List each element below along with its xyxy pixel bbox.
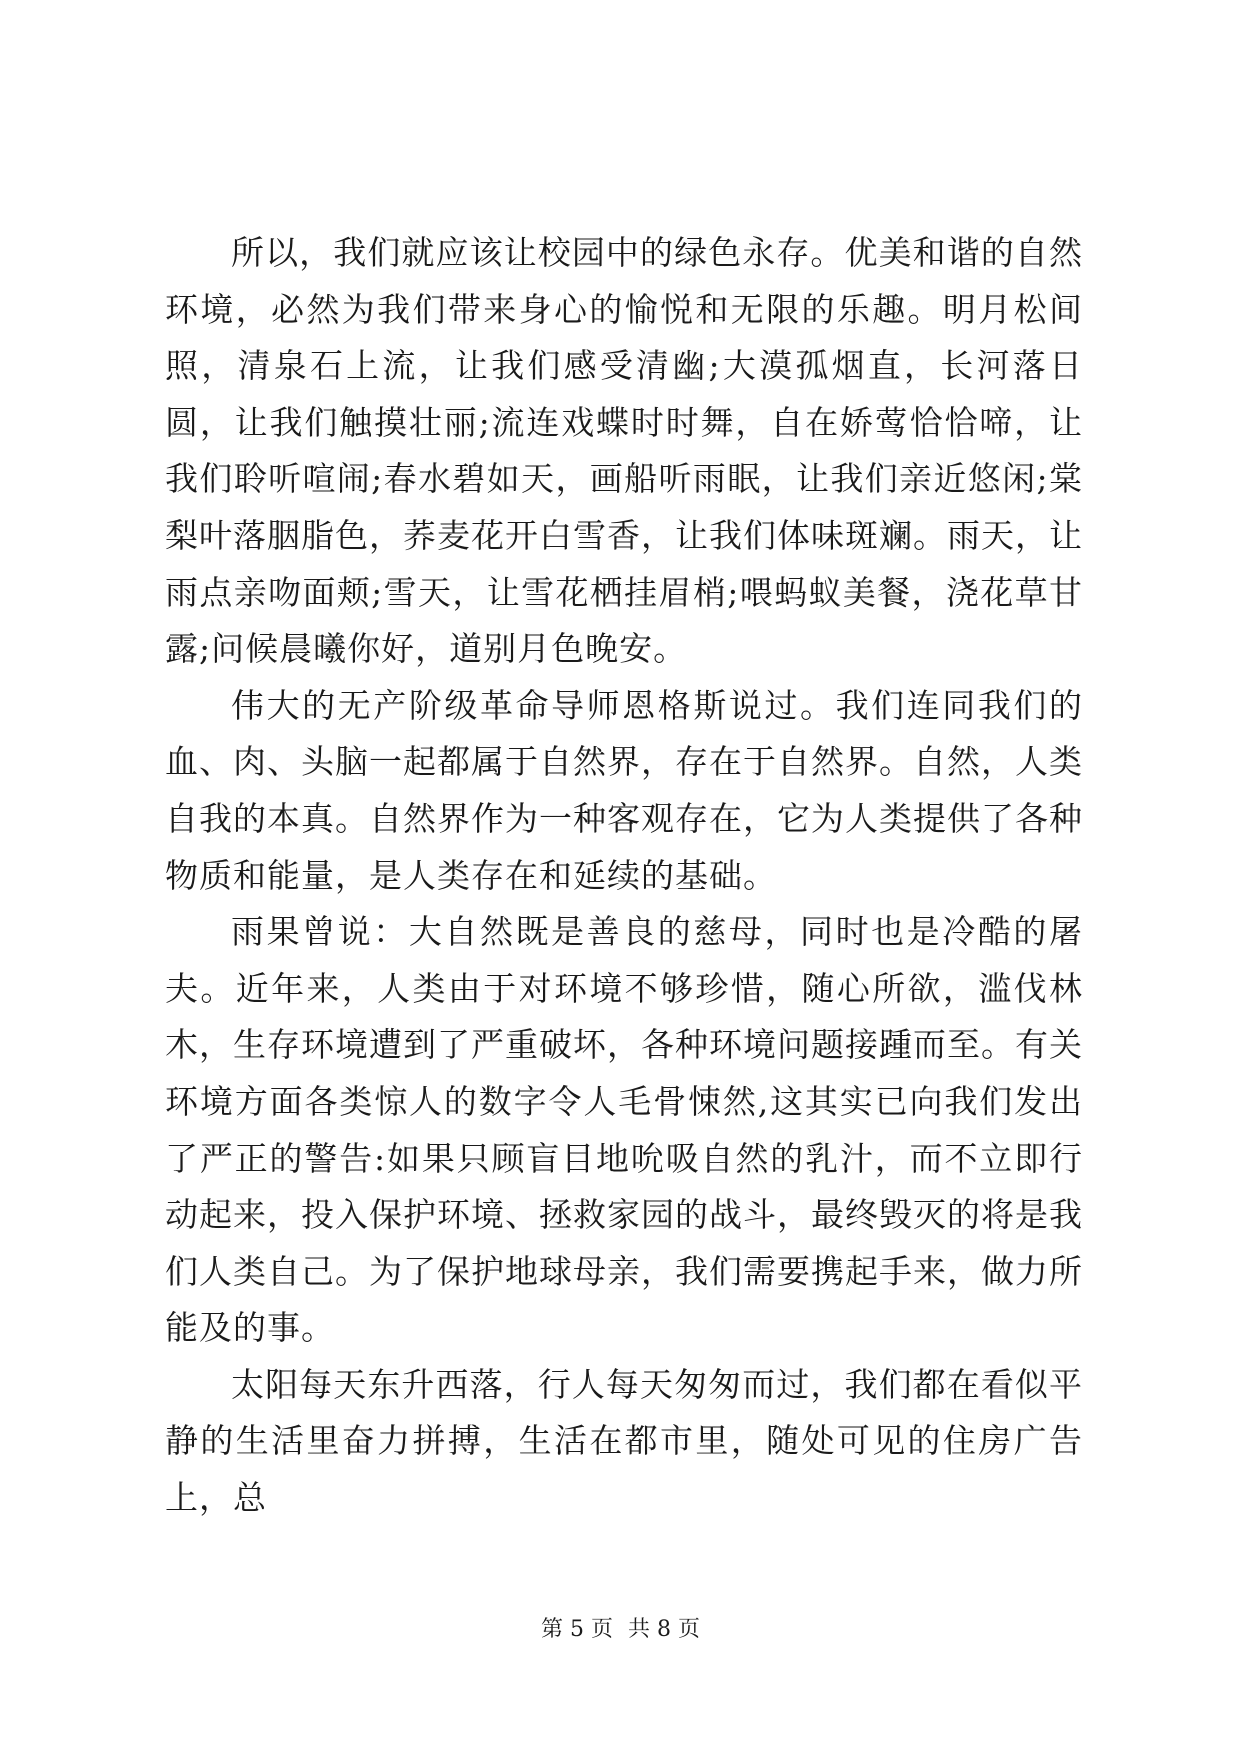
page-footer [0,1615,1241,1645]
page-number: 第 5 页 [541,1617,613,1642]
paragraph-4: 太阳每天东升西落，行人每天匆匆而过，我们都在看似平静的生活里奋力拼搏，生活在都市里，随处可见的住房广告上，总 [165,1364,1083,1518]
paragraph-3: 雨果曾说：大自然既是善良的慈母，同时也是冷酷的屠夫。近年来，人类由于对环境不够珍惜，随心所欲，滥伐林木，生存环境遭到了严重破坏，各种环境问题接踵而至。有关环境方面各类惊人的数字令人毛骨悚然,这其实已向我们发出了严正的警告:如果只顾盲目地吮吸自然的乳汁，而不立即行动起来，投入保护环境、拯救家园的战斗，最终毁灭的将是我们人类自己。为了保护地球母亲，我们需要携起手来，做力所能及的事。 [165,912,1083,1348]
paragraph-2: 伟大的无产阶级革命导师恩格斯说过。我们连同我们的血、肉、头脑一起都属于自然界，存在于自然界。自然，人类自我的本真。自然界作为一种客观存在，它为人类提供了各种物质和能量，是人类存在和延续的基础。 [165,685,1083,895]
document-body [165,225,1083,1527]
page-total: 共 8 页 [628,1617,700,1642]
paragraph-1: 所以，我们就应该让校园中的绿色永存。优美和谐的自然环境，必然为我们带来身心的愉悦和无限的乐趣。明月松间照，清泉石上流，让我们感受清幽;大漠孤烟直，长河落日圆，让我们触摸壮丽;流连戏蝶时时舞，自在娇莺恰恰啼，让我们聆听喧闹;春水碧如天，画船听雨眠，让我们亲近悠闲;棠梨叶落胭脂色，荞麦花开白雪香，让我们体味斑斓。雨天，让雨点亲吻面颊;雪天，让雪花栖挂眉梢;喂蚂蚁美餐，浇花草甘露;问候晨曦你好，道别月色晚安。 [165,233,1083,669]
